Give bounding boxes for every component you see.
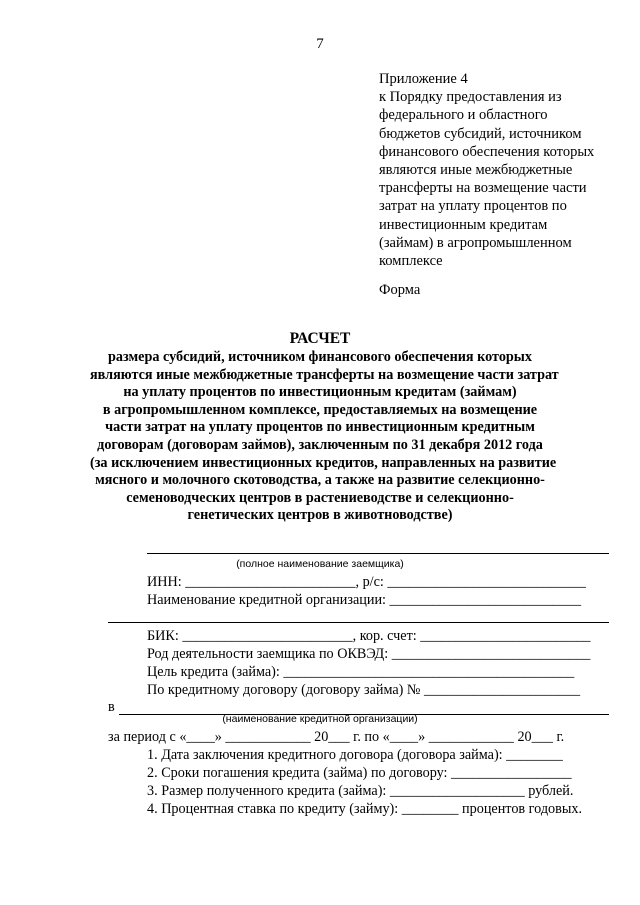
inn-field[interactable]: ИНН: ________________________, р/с: ____________________________ [147, 574, 587, 590]
heading-line: (за исключением инвестиционных кредитов, направленных на развитие [90, 454, 557, 471]
bank-name-field[interactable]: Наименование кредитной организации: ___________________________ [147, 592, 582, 608]
heading-line: мясного и молочного скотоводства, а также на развитие селекционно- [95, 472, 545, 489]
borrower-caption: (полное наименование заемщика) [236, 558, 404, 570]
appendix-line: к Порядку предоставления из [379, 89, 562, 106]
appendix-block [379, 70, 619, 270]
heading-line: в агропромышленном комплексе, предоставляемых на возмещение [102, 401, 538, 418]
appendix-line: инвестиционным кредитам [379, 216, 548, 233]
appendix-line: федерального и областного [379, 107, 548, 124]
appendix-line: трансферты на возмещение части [379, 180, 587, 197]
heading-line: генетических центров в животноводстве) [187, 507, 453, 524]
okved-field[interactable]: Род деятельности заемщика по ОКВЭД: ____________________________ [147, 646, 591, 662]
heading-line: части затрат на уплату процентов по инвестиционным кредитным [105, 419, 535, 436]
period-field[interactable]: за период с «____» ____________ 20___ г. по «____» ____________ 20___ г. [108, 729, 565, 745]
borrower-name-line[interactable] [147, 553, 609, 554]
appendix-line: Приложение 4 [379, 71, 468, 87]
appendix-line: (займам) в агропромышленном [379, 234, 572, 251]
bik-field[interactable]: БИК: ________________________, кор. счет: ________________________ [147, 628, 591, 644]
item-loan-amount[interactable]: 3. Размер полученного кредита (займа): ___________________ рублей. [147, 783, 574, 799]
document-heading [90, 349, 559, 525]
item-repayment-terms[interactable]: 2. Сроки погашения кредита (займа) по договору: _________________ [147, 765, 572, 781]
item-interest-rate[interactable]: 4. Процентная ставка по кредиту (займу): ________ процентов годовых. [147, 801, 582, 817]
heading-line: на уплату процентов по инвестиционным кредитам (займам) [123, 384, 517, 401]
heading-line: договорам (договорам займов), заключенным по 31 декабря 2012 года [97, 436, 543, 453]
heading-line: являются иные межбюджетные трансферты на возмещение части затрат [90, 366, 559, 383]
heading-line: семеноводческих центров в растениеводстве и селекционно- [126, 489, 514, 506]
bank-caption: (наименование кредитной организации) [222, 713, 418, 725]
appendix-line: бюджетов субсидий, источником [379, 125, 582, 142]
bank-prefix: в [108, 699, 115, 715]
appendix-line: являются иные межбюджетные [379, 162, 573, 179]
item-contract-date[interactable]: 1. Дата заключения кредитного договора (договора займа): ________ [147, 747, 563, 763]
bank-name-continuation-line[interactable] [108, 622, 609, 623]
heading-line: размера субсидий, источником финансового обеспечения которых [108, 349, 532, 365]
page-number: 7 [316, 36, 324, 52]
form-label: Форма [379, 282, 421, 298]
appendix-line: финансового обеспечения которых [379, 143, 595, 160]
appendix-line: комплексе [379, 253, 443, 270]
loan-purpose-field[interactable]: Цель кредита (займа): _________________________________________ [147, 664, 575, 680]
contract-number-field[interactable]: По кредитному договору (договору займа) № ______________________ [147, 682, 581, 698]
document-title: РАСЧЕТ [289, 330, 351, 347]
appendix-line: затрат на уплату процентов по [379, 198, 567, 215]
